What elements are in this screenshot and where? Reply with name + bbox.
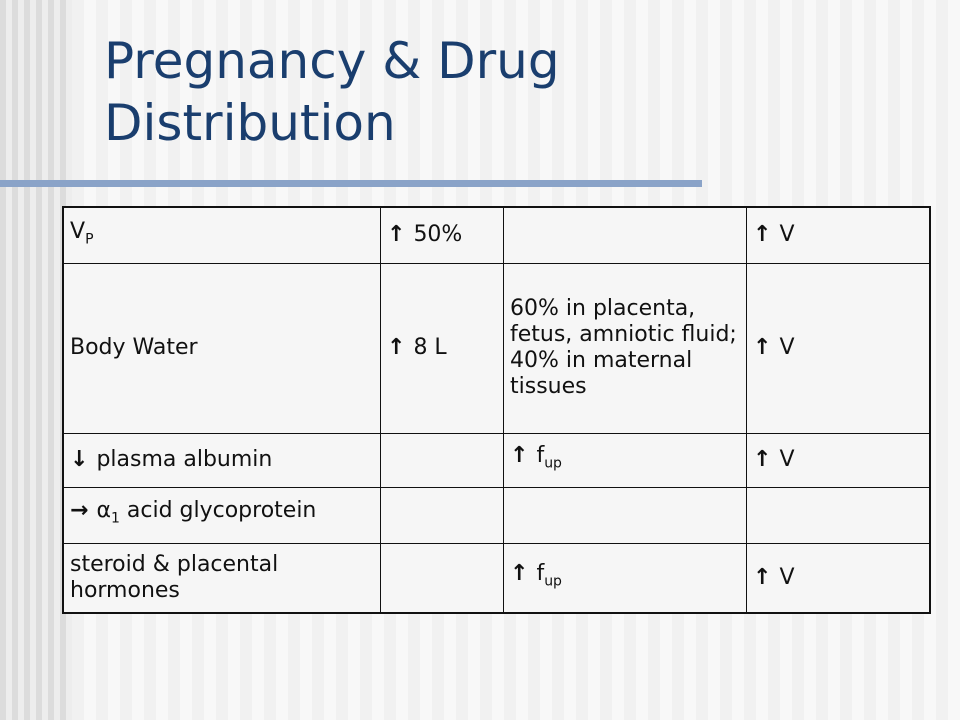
table-row [63,543,930,613]
distribution-table [62,206,931,614]
cell-text: V [70,218,86,244]
cell-text: acid glycoprotein [126,498,317,524]
table-row [63,433,930,487]
table-cell [504,433,747,487]
table-cell [504,207,747,263]
arrow-up-icon: ↑ [387,222,406,248]
subscript: up [544,573,562,590]
cell-text: f [536,561,545,587]
table-cell [747,207,931,263]
table-cell [381,487,504,543]
table-cell [63,487,381,543]
cell-text: plasma albumin [96,447,273,472]
cell-text: V [779,222,795,248]
table-cell: Body Water [63,263,381,433]
cell-text: f [536,443,545,469]
table-cell [504,487,747,543]
table-row [63,263,930,433]
arrow-up-icon: ↑ [510,443,529,469]
table-cell: steroid & placental hormones [63,543,381,613]
alpha-symbol: α [96,498,111,524]
subscript: up [544,455,562,472]
table-cell [504,543,747,613]
subscript: P [85,230,94,247]
cell-text: V [779,335,795,360]
arrow-up-icon: ↑ [753,564,772,590]
arrow-up-icon: ↑ [753,447,772,472]
title-underline [0,180,702,187]
table-row [63,487,930,543]
cell-text: V [779,564,795,590]
table-cell [747,487,931,543]
arrow-up-icon: ↑ [753,335,772,360]
arrow-down-icon: ↓ [70,447,89,472]
table-cell [381,207,504,263]
arrow-up-icon: ↑ [387,335,406,360]
cell-text: V [779,447,795,472]
table-cell [747,543,931,613]
table-cell [747,263,931,433]
cell-text: 8 L [413,335,447,360]
table-cell [63,433,381,487]
arrow-up-icon: ↑ [753,222,772,248]
slide-title: Pregnancy & Drug Distribution [104,32,560,152]
table-cell: 60% in placenta, fetus, amniotic fluid; 40% in maternal tissues [504,263,747,433]
table-cell [381,433,504,487]
table-cell [63,207,381,263]
table-cell [381,263,504,433]
cell-text: 50% [413,222,463,248]
arrow-right-icon: → [70,498,89,524]
table-cell [381,543,504,613]
table-row [63,207,930,263]
subscript: 1 [110,510,120,527]
arrow-up-icon: ↑ [510,561,529,587]
table-cell [747,433,931,487]
